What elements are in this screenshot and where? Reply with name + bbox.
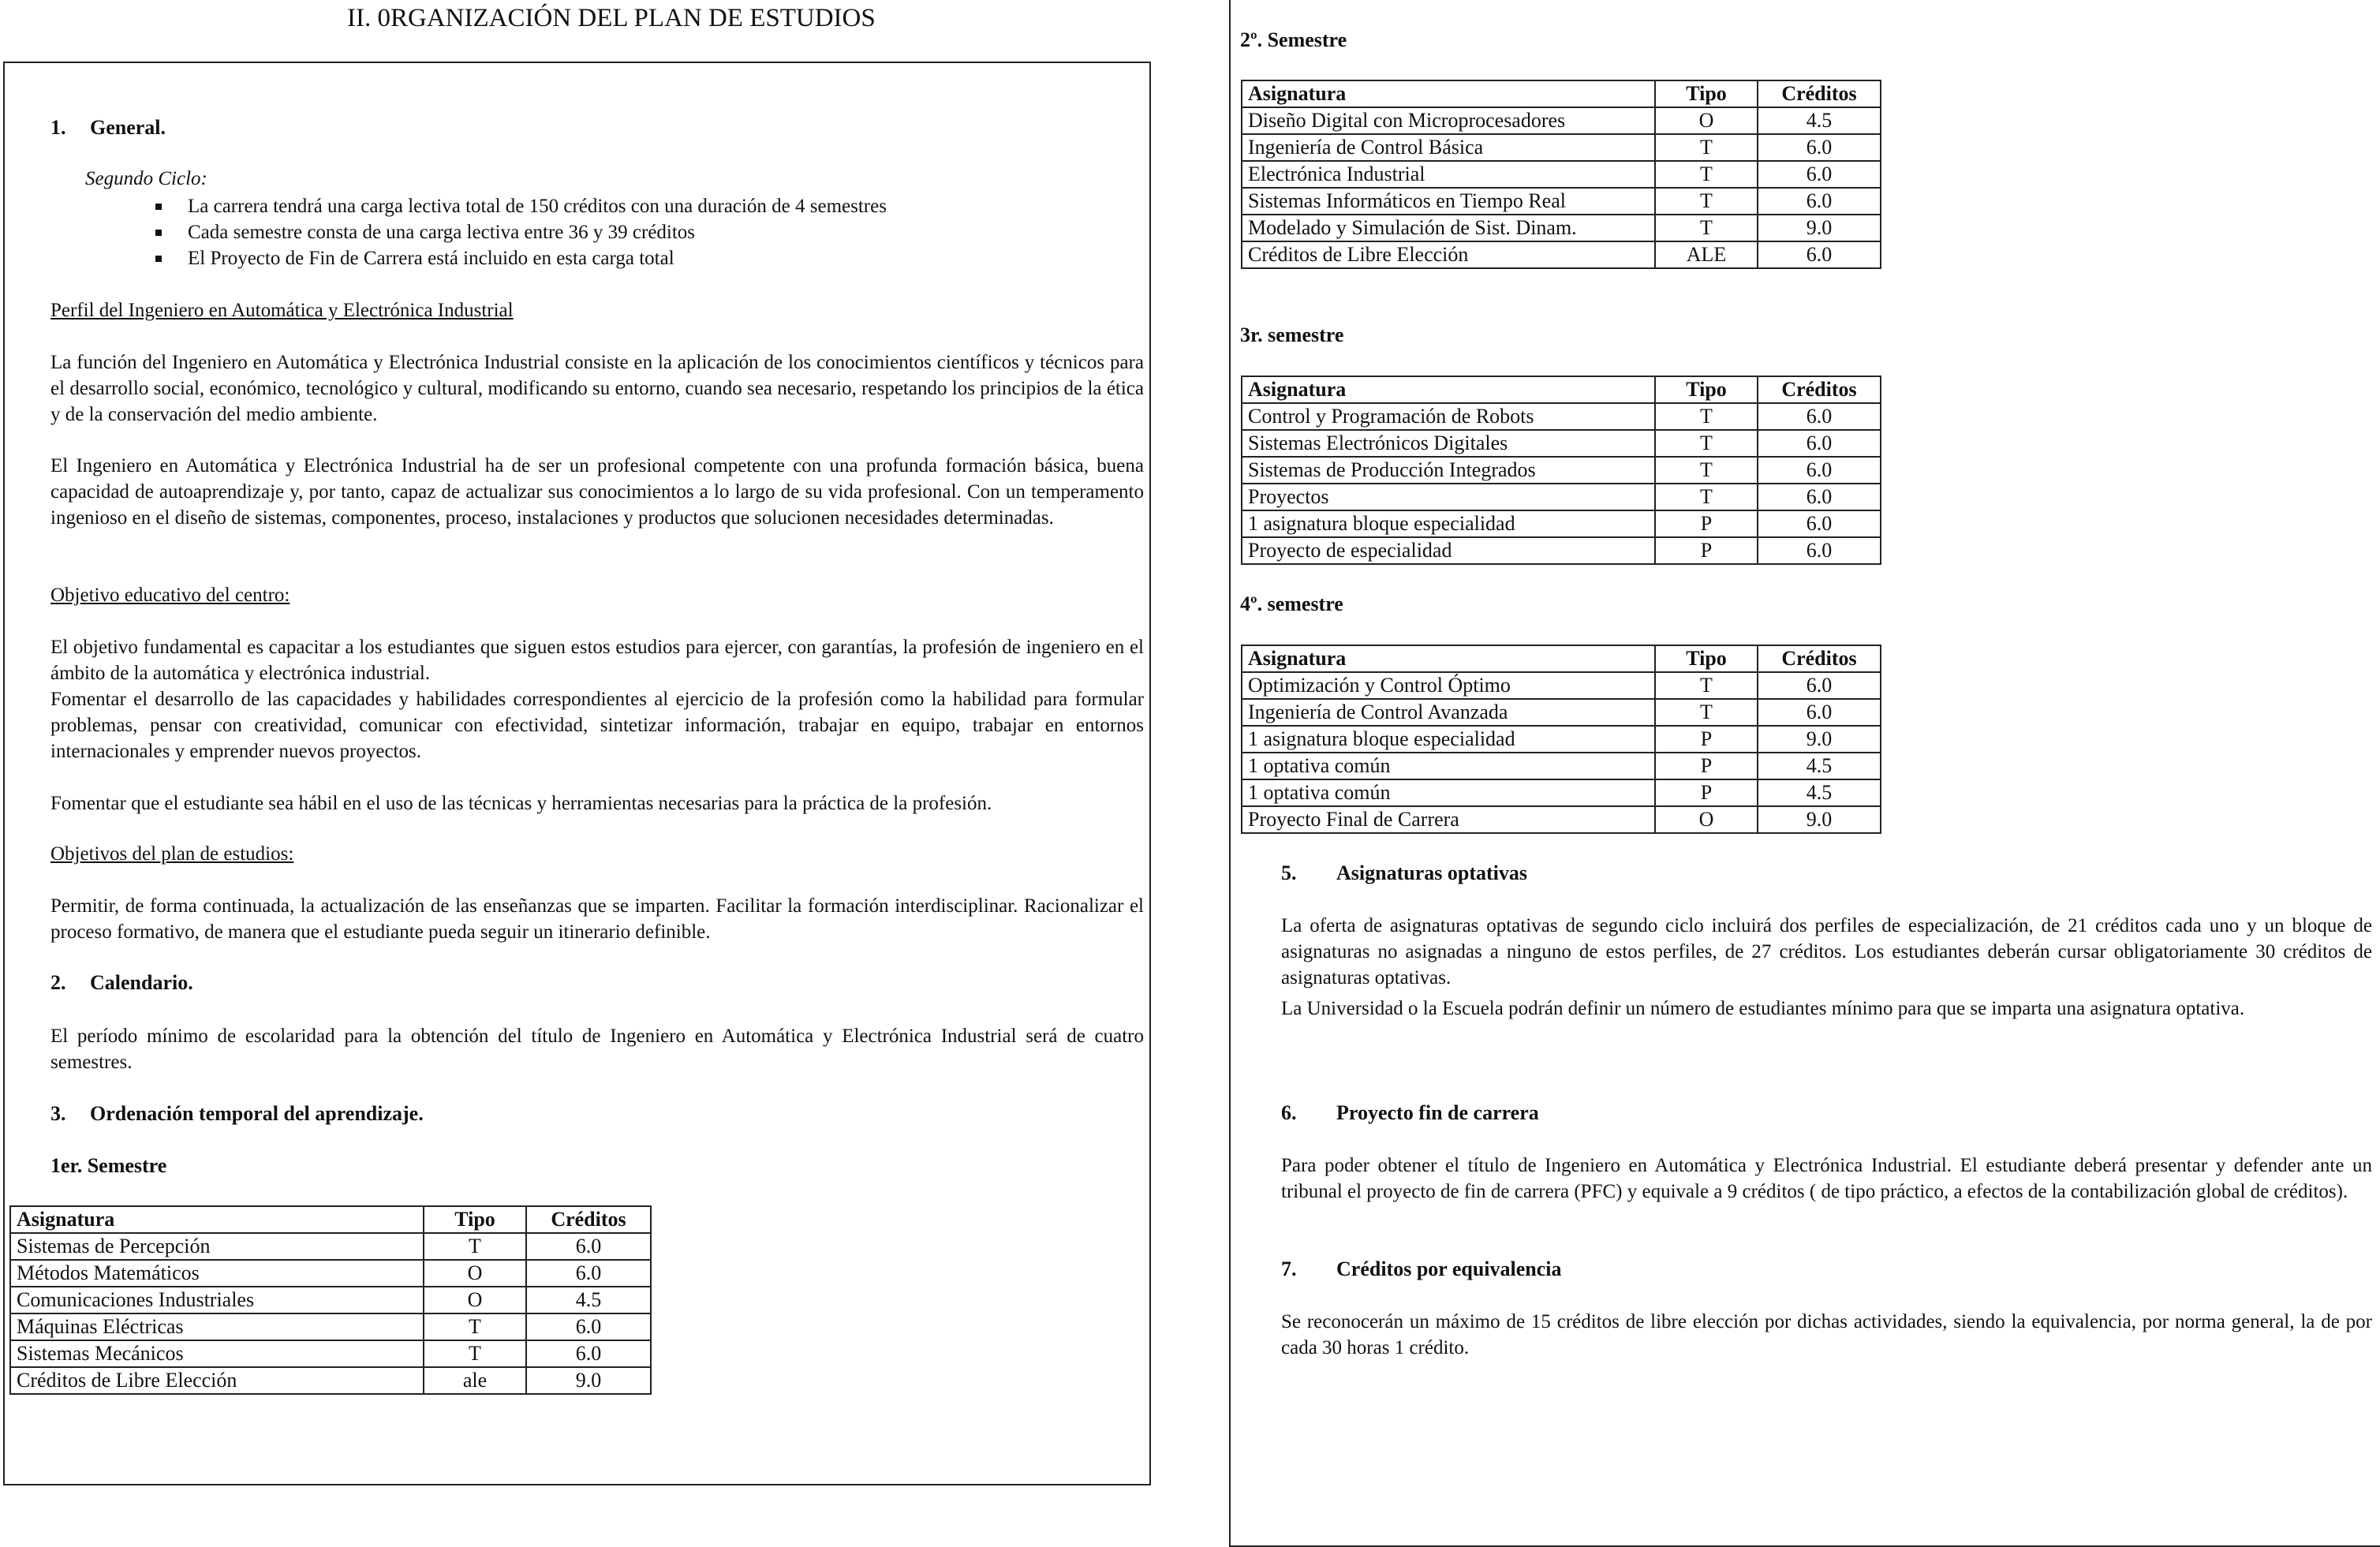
cell-asignatura: Sistemas de Percepción (10, 1233, 424, 1260)
cell-creditos: 6.0 (1758, 430, 1881, 457)
table-row (10, 1260, 651, 1287)
cell-creditos: 6.0 (1758, 134, 1881, 161)
objetivo-paragraph-2: Fomentar el desarrollo de las capacidades y habilidades correspondientes al ejercicio de la profesión como la habilidad para formular problemas, pensar con creatividad, comunicar con efectividad, sintetizar información, trabajar en equipo, trabajar en entornos internacionales y emprender nuevos proyectos. (50, 689, 1144, 762)
perfil-subheading: Perfil del Ingeniero en Automática y Electrónica Industrial (50, 300, 514, 321)
objetivo-subheading: Objetivo educativo del centro: (50, 585, 290, 606)
table-row (1242, 161, 1881, 188)
perfil-paragraph-2: El Ingeniero en Automática y Electrónica Industrial ha de ser un profesional competente con una profunda formación básica, buena capacidad de autoaprendizaje y, por tanto, capaz de actualizar sus conocimientos a lo largo de su vida profesional. Con un temperamento ingenioso en el diseño de sistemas, componentes, proceso, instalaciones y productos que solucionen necesidades determinadas. (50, 455, 1144, 529)
cell-asignatura: Comunicaciones Industriales (10, 1287, 424, 1313)
section-number: 3. (50, 1102, 66, 1125)
cell-asignatura: Sistemas Informáticos en Tiempo Real (1242, 188, 1655, 215)
column-header-asignatura: Asignatura (1242, 645, 1655, 672)
table-header-row (1242, 645, 1881, 672)
cell-tipo: T (1655, 457, 1758, 484)
cell-tipo: P (1655, 726, 1758, 753)
semester-3-rows (1242, 403, 1881, 564)
table-row (10, 1313, 651, 1340)
cell-creditos: 6.0 (1758, 161, 1881, 188)
cell-creditos: 6.0 (1758, 484, 1881, 510)
cell-asignatura: Proyecto Final de Carrera (1242, 806, 1655, 833)
column-header-tipo: Tipo (1655, 80, 1758, 107)
column-header-asignatura: Asignatura (1242, 376, 1655, 403)
cell-asignatura: Proyecto de especialidad (1242, 537, 1655, 564)
table-row (1242, 134, 1881, 161)
column-header-creditos: Créditos (1758, 80, 1881, 107)
table-header-row (1242, 80, 1881, 107)
page-title: II. 0RGANIZACIÓN DEL PLAN DE ESTUDIOS (347, 4, 876, 32)
cell-creditos: 6.0 (526, 1233, 651, 1260)
section-title: General. (90, 116, 166, 139)
semester-4-rows (1242, 672, 1881, 833)
optativas-paragraph-1: La oferta de asignaturas optativas de segundo ciclo incluirá dos perfiles de especialización, de 21 créditos cada uno y un bloque de asignaturas no asignadas a ninguno de estos perfiles, de 27 créditos. Los estudiantes deberán cursar obligatoriamente 30 créditos de asignaturas optativas. (1281, 915, 2372, 988)
section-number: 1. (50, 116, 66, 139)
cell-asignatura: 1 optativa común (1242, 753, 1655, 779)
table-row (10, 1233, 651, 1260)
section-title: Asignaturas optativas (1336, 861, 1527, 884)
table-row (1242, 215, 1881, 241)
semester-3-table (1241, 376, 1881, 565)
table-row (10, 1340, 651, 1367)
cell-tipo: T (424, 1233, 526, 1260)
cell-creditos: 6.0 (1758, 672, 1881, 699)
cell-creditos: 6.0 (1758, 537, 1881, 564)
section-title: Calendario. (90, 971, 193, 994)
column-header-creditos: Créditos (526, 1206, 651, 1233)
cell-asignatura: Diseño Digital con Microprocesadores (1242, 107, 1655, 134)
cell-tipo: T (1655, 161, 1758, 188)
cell-tipo: T (1655, 430, 1758, 457)
cell-asignatura: Optimización y Control Óptimo (1242, 672, 1655, 699)
section-2-heading (50, 970, 193, 996)
table-row (1242, 484, 1881, 510)
semester-1-title: 1er. Semestre (50, 1154, 167, 1177)
cell-creditos: 9.0 (1758, 215, 1881, 241)
semester-1-rows (10, 1233, 651, 1394)
bullet-item: Cada semestre consta de una carga lectiva entre 36 y 39 créditos (147, 219, 887, 245)
section-5-heading (1281, 860, 1527, 886)
section-number: 5. (1281, 861, 1297, 884)
table-header-row (1242, 376, 1881, 403)
table-row (1242, 107, 1881, 134)
cell-tipo: P (1655, 537, 1758, 564)
cell-tipo: T (1655, 403, 1758, 430)
cell-creditos: 6.0 (1758, 188, 1881, 215)
cell-creditos: 6.0 (1758, 403, 1881, 430)
table-row (1242, 726, 1881, 753)
table-row (1242, 779, 1881, 806)
section-1-heading (50, 114, 166, 140)
section-number: 2. (50, 971, 66, 994)
cell-tipo: T (1655, 672, 1758, 699)
cell-asignatura: Créditos de Libre Elección (1242, 241, 1655, 268)
cell-tipo: T (1655, 215, 1758, 241)
column-header-asignatura: Asignatura (1242, 80, 1655, 107)
cell-creditos: 4.5 (1758, 753, 1881, 779)
objetivos-plan-subheading: Objetivos del plan de estudios: (50, 843, 294, 865)
calendario-paragraph: El período mínimo de escolaridad para la obtención del título de Ingeniero en Automática y Electrónica Industrial será de cuatro semestres. (50, 1026, 1144, 1073)
perfil-paragraph-1: La función del Ingeniero en Automática y Electrónica Industrial consiste en la aplicación de los conocimientos científicos y técnicos para el desarrollo social, económico, tecnológico y cultural, modificando su entorno, cuando sea necesario, respetando los principios de la ética y de la conservación del medio ambiente. (50, 352, 1144, 425)
optativas-paragraph-2: La Universidad o la Escuela podrán definir un número de estudiantes mínimo para que se imparta una asignatura optativa. (1281, 998, 2245, 1019)
cell-asignatura: Métodos Matemáticos (10, 1260, 424, 1287)
cell-tipo: T (1655, 484, 1758, 510)
table-header-row (10, 1206, 651, 1233)
table-row (1242, 699, 1881, 726)
cell-asignatura: 1 asignatura bloque especialidad (1242, 510, 1655, 537)
semester-2-rows (1242, 107, 1881, 268)
cell-creditos: 9.0 (526, 1367, 651, 1394)
cell-tipo: O (424, 1287, 526, 1313)
cell-asignatura: Ingeniería de Control Avanzada (1242, 699, 1655, 726)
cell-tipo: O (1655, 806, 1758, 833)
cell-tipo: T (1655, 134, 1758, 161)
bullet-item: El Proyecto de Fin de Carrera está incluido en esta carga total (147, 245, 887, 271)
column-header-creditos: Créditos (1758, 376, 1881, 403)
cell-asignatura: Ingeniería de Control Básica (1242, 134, 1655, 161)
segundo-ciclo-label: Segundo Ciclo: (85, 168, 207, 189)
cell-asignatura: 1 optativa común (1242, 779, 1655, 806)
cell-tipo: O (424, 1260, 526, 1287)
semester-1-table (9, 1205, 652, 1395)
cell-asignatura: Control y Programación de Robots (1242, 403, 1655, 430)
objetivo-paragraph-1: El objetivo fundamental es capacitar a los estudiantes que siguen estos estudios para ejercer, con garantías, la profesión de ingeniero en el ámbito de la automática y electrónica industrial. (50, 637, 1144, 684)
cell-creditos: 6.0 (1758, 457, 1881, 484)
cell-creditos: 6.0 (1758, 510, 1881, 537)
cell-creditos: 9.0 (1758, 726, 1881, 753)
cell-creditos: 6.0 (526, 1313, 651, 1340)
cell-tipo: ale (424, 1367, 526, 1394)
column-header-tipo: Tipo (1655, 645, 1758, 672)
table-row (1242, 430, 1881, 457)
column-header-asignatura: Asignatura (10, 1206, 424, 1233)
objetivo-paragraph-3: Fomentar que el estudiante sea hábil en el uso de las técnicas y herramientas necesarias para la práctica de la profesión. (50, 793, 992, 814)
section-6-heading (1281, 1100, 1539, 1126)
cell-asignatura: Créditos de Libre Elección (10, 1367, 424, 1394)
cell-creditos: 4.5 (1758, 779, 1881, 806)
equivalencia-paragraph: Se reconocerán un máximo de 15 créditos de libre elección por dichas actividades, siendo la equivalencia, por norma general, la de por cada 30 horas 1 crédito. (1281, 1311, 2372, 1358)
cell-creditos: 6.0 (526, 1260, 651, 1287)
cell-tipo: ALE (1655, 241, 1758, 268)
cell-asignatura: 1 asignatura bloque especialidad (1242, 726, 1655, 753)
column-header-tipo: Tipo (1655, 376, 1758, 403)
table-row (1242, 457, 1881, 484)
table-row (1242, 403, 1881, 430)
table-row (1242, 672, 1881, 699)
cell-creditos: 4.5 (526, 1287, 651, 1313)
section-title: Proyecto fin de carrera (1336, 1101, 1539, 1124)
cell-asignatura: Sistemas de Producción Integrados (1242, 457, 1655, 484)
cell-tipo: T (424, 1340, 526, 1367)
section-number: 7. (1281, 1257, 1297, 1280)
semester-4-table (1241, 645, 1881, 834)
cell-asignatura: Modelado y Simulación de Sist. Dinam. (1242, 215, 1655, 241)
cell-tipo: T (424, 1313, 526, 1340)
cell-creditos: 9.0 (1758, 806, 1881, 833)
table-row (10, 1367, 651, 1394)
cell-creditos: 4.5 (1758, 107, 1881, 134)
cell-asignatura: Sistemas Electrónicos Digitales (1242, 430, 1655, 457)
cell-creditos: 6.0 (1758, 241, 1881, 268)
pfc-paragraph: Para poder obtener el título de Ingeniero en Automática y Electrónica Industrial. El estudiante deberá presentar y defender ante un tribunal el proyecto de fin de carrera (PFC) y equivale a 9 créditos ( de tipo práctico, a efectos de la contabilización global de créditos). (1281, 1155, 2372, 1202)
table-row (1242, 753, 1881, 779)
table-row (1242, 188, 1881, 215)
semester-2-table (1241, 80, 1881, 269)
cell-tipo: P (1655, 779, 1758, 806)
section-7-heading (1281, 1256, 1562, 1282)
column-header-tipo: Tipo (424, 1206, 526, 1233)
bullet-item: La carrera tendrá una carga lectiva total de 150 créditos con una duración de 4 semestres (147, 193, 887, 219)
cell-creditos: 6.0 (526, 1340, 651, 1367)
semester-2-title: 2º. Semestre (1240, 28, 1347, 51)
table-row (1242, 537, 1881, 564)
cell-asignatura: Proyectos (1242, 484, 1655, 510)
table-row (1242, 510, 1881, 537)
semester-3-title: 3r. semestre (1240, 323, 1344, 346)
objetivos-plan-paragraph: Permitir, de forma continuada, la actualización de las enseñanzas que se imparten. Facilitar la formación interdisciplinar. Racionalizar el proceso formativo, de manera que el estudiante pueda seguir un itinerario definible. (50, 895, 1144, 943)
cell-creditos: 6.0 (1758, 699, 1881, 726)
cell-asignatura: Sistemas Mecánicos (10, 1340, 424, 1367)
section-3-heading (50, 1100, 424, 1127)
section-title: Ordenación temporal del aprendizaje. (90, 1102, 424, 1125)
table-row (10, 1287, 651, 1313)
table-row (1242, 806, 1881, 833)
cell-tipo: T (1655, 188, 1758, 215)
semester-4-title: 4º. semestre (1240, 592, 1343, 615)
cell-tipo: T (1655, 699, 1758, 726)
cell-tipo: P (1655, 510, 1758, 537)
general-bullet-list (147, 193, 887, 271)
cell-asignatura: Máquinas Eléctricas (10, 1313, 424, 1340)
table-row (1242, 241, 1881, 268)
cell-asignatura: Electrónica Industrial (1242, 161, 1655, 188)
cell-tipo: P (1655, 753, 1758, 779)
cell-tipo: O (1655, 107, 1758, 134)
section-number: 6. (1281, 1101, 1297, 1124)
column-header-creditos: Créditos (1758, 645, 1881, 672)
section-title: Créditos por equivalencia (1336, 1257, 1562, 1280)
